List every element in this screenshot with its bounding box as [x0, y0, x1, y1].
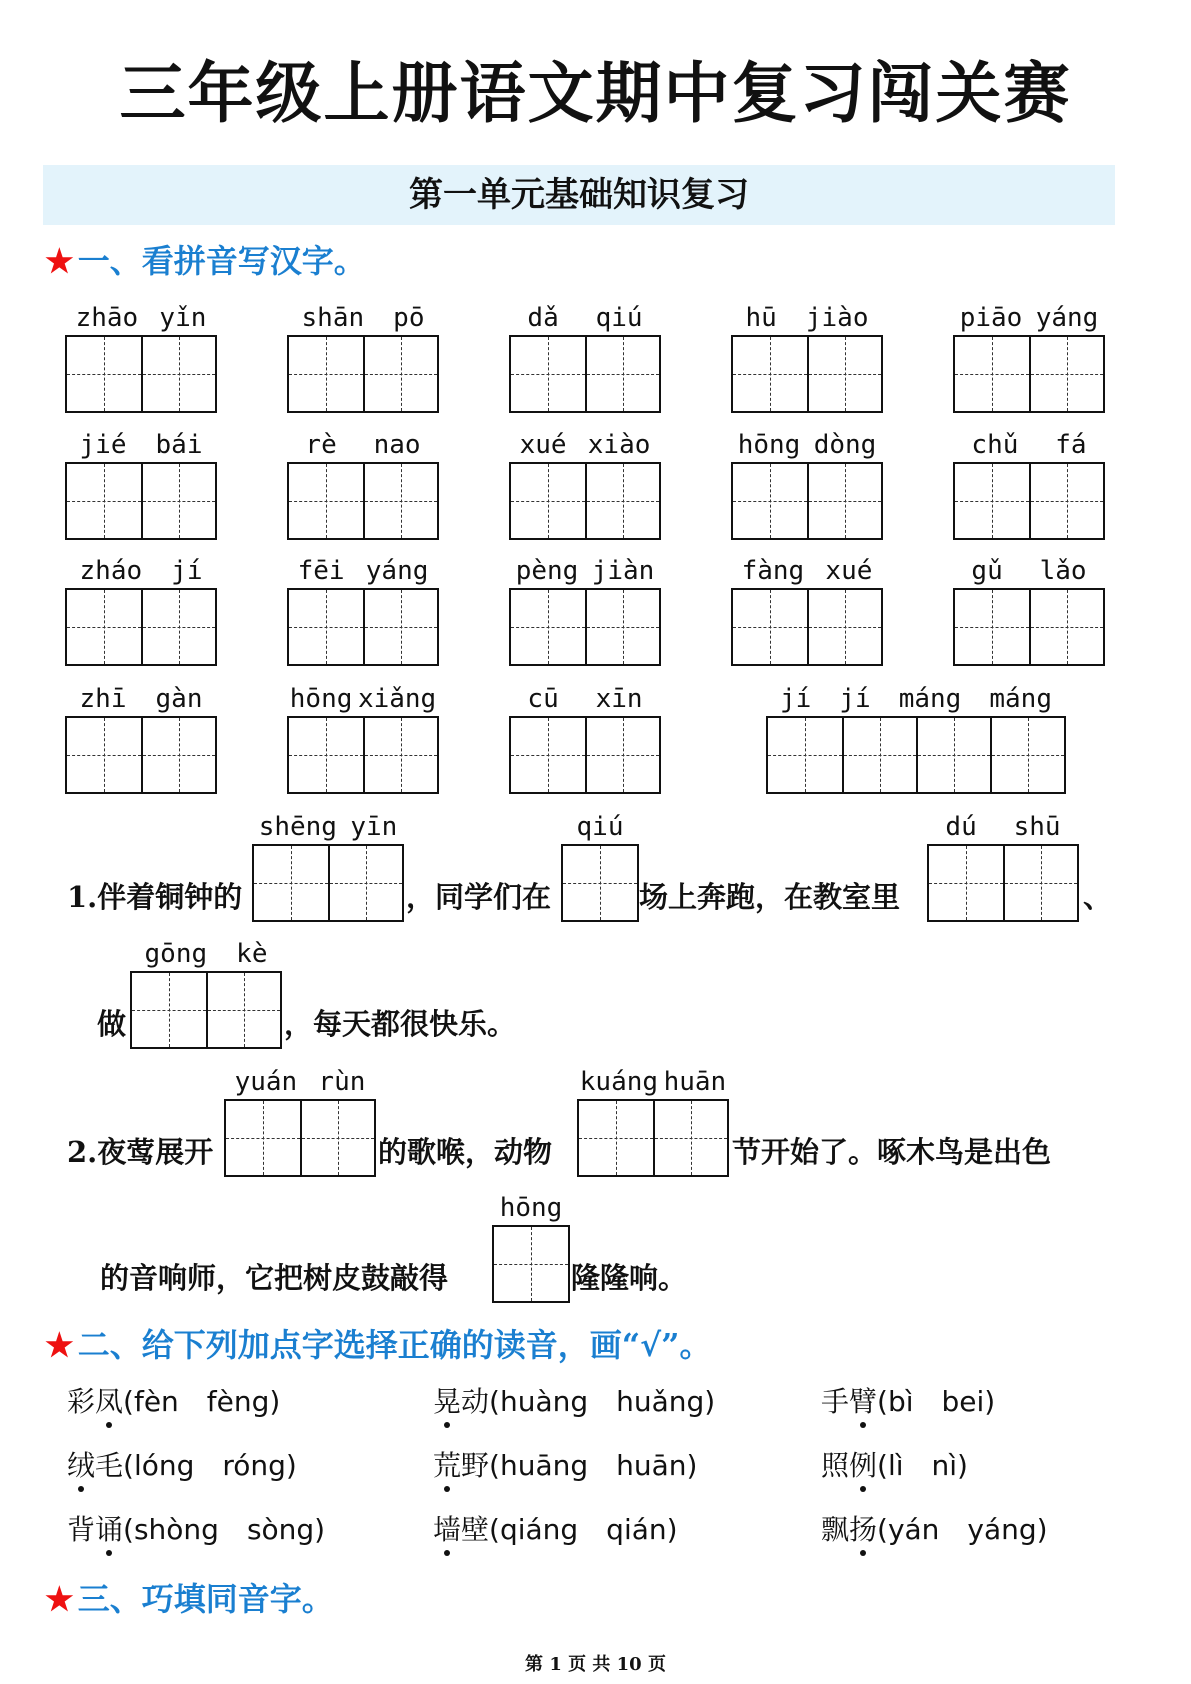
pinyin-label: máng	[989, 684, 1052, 714]
pinyin-label: bái	[155, 430, 203, 460]
pinyin-writing-group	[509, 428, 661, 540]
writing-cell[interactable]	[511, 464, 585, 538]
pinyin-label: qiú	[595, 303, 643, 333]
pinyin-label: hōng	[289, 684, 353, 714]
tian-zi-ge-boxes	[953, 588, 1105, 666]
writing-cell[interactable]	[807, 464, 881, 538]
pinyin-writing-group	[953, 554, 1105, 666]
pinyin-row	[287, 428, 439, 462]
writing-cell[interactable]	[733, 337, 807, 411]
pinyin-writing-group	[65, 554, 217, 666]
pinyin-label: gǔ	[971, 556, 1003, 586]
pinyin-label: jí	[780, 684, 812, 714]
pinyin-writing-group	[65, 428, 217, 540]
pinyin-label: gàn	[155, 684, 203, 714]
tian-zi-ge-boxes	[224, 1099, 376, 1177]
pinyin-label: zháo	[79, 556, 143, 586]
pinyin-writing-group	[65, 682, 217, 794]
writing-cell[interactable]	[328, 846, 402, 920]
pinyin-label: dòng	[813, 430, 877, 460]
reading-choice-item	[821, 1380, 995, 1420]
tian-zi-ge-boxes	[561, 844, 639, 922]
pinyin-writing-group	[287, 428, 439, 540]
star-icon: ★	[45, 1580, 74, 1618]
pinyin-label: nao	[373, 430, 421, 460]
pinyin-writing-group	[731, 554, 883, 666]
tian-zi-ge-boxes	[577, 1099, 729, 1177]
pinyin-writing-group	[577, 1065, 729, 1177]
pinyin-writing-group	[492, 1191, 570, 1303]
writing-cell[interactable]	[1029, 337, 1103, 411]
pinyin-label: lǎo	[1039, 556, 1087, 586]
writing-cell[interactable]	[585, 718, 659, 792]
section-2-heading-text: 二、给下列加点字选择正确的读音，画“√”。	[77, 1326, 712, 1364]
tian-zi-ge-boxes	[65, 716, 217, 794]
pinyin-row	[65, 301, 217, 335]
sentence-text: ，同学们在	[406, 880, 552, 914]
dotted-character: 绒	[67, 1444, 95, 1484]
pinyin-row	[927, 810, 1079, 844]
pinyin-options[interactable]: (yán yáng)	[877, 1513, 1048, 1546]
pinyin-label: xué	[519, 430, 567, 460]
unit-banner: 第一单元基础知识复习	[43, 165, 1115, 225]
section-3-heading	[45, 1574, 334, 1620]
pinyin-label: fá	[1055, 430, 1087, 460]
pinyin-row	[953, 301, 1105, 335]
tian-zi-ge-boxes	[509, 462, 661, 540]
pinyin-label: shān	[301, 303, 365, 333]
writing-cell[interactable]	[511, 590, 585, 664]
pinyin-row	[224, 1065, 376, 1099]
pinyin-row	[65, 682, 217, 716]
pinyin-label: pèng	[515, 556, 579, 586]
sentence-text: 的歌喉，动物	[378, 1135, 553, 1169]
pinyin-label: shēng	[258, 812, 337, 842]
writing-cell[interactable]	[955, 337, 1029, 411]
pinyin-row	[561, 810, 639, 844]
star-icon: ★	[45, 242, 74, 280]
writing-cell[interactable]	[955, 464, 1029, 538]
tian-zi-ge-boxes	[492, 1225, 570, 1303]
pinyin-row	[731, 554, 883, 588]
tian-zi-ge-boxes	[252, 844, 404, 922]
tian-zi-ge-boxes	[927, 844, 1079, 922]
reading-choice-item	[821, 1508, 1048, 1548]
pinyin-writing-group	[509, 554, 661, 666]
section-1-heading-text: 一、看拼音写汉字。	[77, 242, 366, 280]
pinyin-writing-group	[130, 937, 282, 1049]
writing-cell[interactable]	[67, 718, 141, 792]
pinyin-options[interactable]: (huàng huǎng)	[489, 1385, 716, 1418]
tian-zi-ge-boxes	[731, 335, 883, 413]
pinyin-row	[287, 682, 439, 716]
pinyin-options[interactable]: (lì nì)	[877, 1449, 968, 1482]
reading-choice-item	[433, 1380, 715, 1420]
writing-cell[interactable]	[289, 718, 363, 792]
tian-zi-ge-boxes	[65, 588, 217, 666]
pinyin-options[interactable]: (qiáng qián)	[489, 1513, 678, 1546]
sentence-text: 隆隆响。	[571, 1261, 688, 1295]
writing-cell[interactable]	[585, 337, 659, 411]
pinyin-label: dú	[945, 812, 977, 842]
pinyin-row	[509, 554, 661, 588]
character: 壁	[461, 1513, 490, 1546]
pinyin-label: fēi	[297, 556, 345, 586]
pinyin-label: dǎ	[527, 303, 559, 333]
sentence-text: 做	[97, 1007, 127, 1041]
pinyin-options[interactable]: (huāng huān)	[489, 1449, 698, 1482]
writing-cell[interactable]	[141, 590, 215, 664]
writing-cell[interactable]	[132, 973, 206, 1047]
pinyin-row	[492, 1191, 570, 1225]
pinyin-label: yáng	[365, 556, 429, 586]
pinyin-label: pō	[393, 303, 425, 333]
writing-cell[interactable]	[67, 464, 141, 538]
pinyin-writing-group	[561, 810, 639, 922]
character: 手	[821, 1385, 850, 1418]
pinyin-label: máng	[898, 684, 962, 714]
character: 野	[461, 1449, 490, 1482]
pinyin-label: jiào	[805, 303, 869, 333]
pinyin-label: jí	[171, 556, 203, 586]
pinyin-row	[509, 301, 661, 335]
sentence-text: 场上奔跑，在教室里	[639, 880, 901, 914]
character: 飘	[821, 1513, 850, 1546]
pinyin-writing-group	[287, 682, 439, 794]
writing-cell[interactable]	[733, 590, 807, 664]
writing-cell[interactable]	[141, 337, 215, 411]
pinyin-options[interactable]: (shòng sòng)	[123, 1513, 326, 1546]
pinyin-writing-group	[731, 428, 883, 540]
tian-zi-ge-boxes	[287, 588, 439, 666]
writing-cell[interactable]	[141, 464, 215, 538]
sentence-text: 2.夜莺展开	[67, 1135, 214, 1169]
pinyin-label: rùn	[318, 1067, 366, 1097]
pinyin-label: rè	[305, 430, 337, 460]
writing-cell[interactable]	[289, 337, 363, 411]
tian-zi-ge-boxes	[731, 588, 883, 666]
pinyin-label: kè	[236, 939, 268, 969]
pinyin-writing-group	[287, 554, 439, 666]
sentence-text: ，每天都很快乐。	[284, 1007, 517, 1041]
writing-cell[interactable]	[585, 464, 659, 538]
section-1-heading	[45, 236, 366, 282]
writing-cell[interactable]	[768, 718, 842, 792]
writing-cell[interactable]	[929, 846, 1003, 920]
pinyin-row	[953, 428, 1105, 462]
pinyin-label: kuáng	[579, 1067, 659, 1097]
pinyin-row	[130, 937, 282, 971]
page-footer: 第 1 页 共 10 页	[525, 1654, 666, 1675]
pinyin-label: cū	[527, 684, 559, 714]
pinyin-row	[731, 301, 883, 335]
tian-zi-ge-boxes	[953, 335, 1105, 413]
pinyin-label: hōng	[499, 1193, 563, 1223]
pinyin-writing-group	[252, 810, 404, 922]
reading-choice-item	[67, 1508, 325, 1548]
character: 毛	[95, 1449, 124, 1482]
writing-cell[interactable]	[1003, 846, 1077, 920]
pinyin-row	[509, 428, 661, 462]
pinyin-label: hū	[745, 303, 777, 333]
pinyin-writing-group	[287, 301, 439, 413]
pinyin-label: zhāo	[75, 303, 139, 333]
tian-zi-ge-boxes	[509, 716, 661, 794]
pinyin-row	[953, 554, 1105, 588]
pinyin-row	[65, 428, 217, 462]
pinyin-writing-group	[224, 1065, 376, 1177]
character: 背	[67, 1513, 96, 1546]
dotted-character: 诵	[95, 1508, 123, 1548]
writing-cell[interactable]	[807, 337, 881, 411]
writing-cell[interactable]	[67, 590, 141, 664]
pinyin-label: xīn	[595, 684, 643, 714]
tian-zi-ge-boxes	[130, 971, 282, 1049]
pinyin-label: jié	[79, 430, 127, 460]
writing-cell[interactable]	[563, 846, 637, 920]
pinyin-label: xiào	[587, 430, 651, 460]
pinyin-options[interactable]: (lóng róng)	[123, 1449, 297, 1482]
character: 彩	[67, 1385, 96, 1418]
writing-cell[interactable]	[289, 590, 363, 664]
pinyin-label: chǔ	[971, 430, 1019, 460]
pinyin-row	[731, 428, 883, 462]
pinyin-writing-group	[731, 301, 883, 413]
pinyin-label: jiàn	[591, 556, 655, 586]
pinyin-row	[287, 301, 439, 335]
tian-zi-ge-boxes	[65, 462, 217, 540]
dotted-character: 例	[849, 1444, 877, 1484]
pinyin-row	[577, 1065, 729, 1099]
pinyin-options[interactable]: (bì bei)	[877, 1385, 996, 1418]
writing-cell[interactable]	[653, 1101, 727, 1175]
writing-cell[interactable]	[807, 590, 881, 664]
writing-cell[interactable]	[300, 1101, 374, 1175]
section-2-heading	[45, 1320, 712, 1366]
writing-cell[interactable]	[842, 718, 916, 792]
dotted-character: 凤	[95, 1380, 123, 1420]
dotted-character: 荒	[433, 1444, 461, 1484]
writing-cell[interactable]	[585, 590, 659, 664]
pinyin-options[interactable]: (fèn fèng)	[123, 1385, 281, 1418]
writing-cell[interactable]	[511, 337, 585, 411]
writing-cell[interactable]	[494, 1227, 568, 1301]
pinyin-label: yǐn	[159, 303, 207, 333]
character: 动	[461, 1385, 490, 1418]
reading-choice-item	[821, 1444, 968, 1484]
pinyin-label: shū	[1013, 812, 1061, 842]
writing-cell[interactable]	[141, 718, 215, 792]
writing-cell[interactable]	[955, 590, 1029, 664]
pinyin-writing-group	[65, 301, 217, 413]
page-title: 三年级上册语文期中复习闯关赛	[119, 55, 1072, 132]
pinyin-label: huān	[663, 1067, 727, 1097]
tian-zi-ge-boxes	[953, 462, 1105, 540]
writing-cell[interactable]	[363, 718, 437, 792]
sentence-text: 、	[1083, 880, 1113, 914]
dotted-character: 晃	[433, 1380, 461, 1420]
pinyin-writing-group	[927, 810, 1079, 922]
pinyin-writing-group	[953, 301, 1105, 413]
pinyin-row	[509, 682, 661, 716]
pinyin-writing-group	[953, 428, 1105, 540]
pinyin-label: gōng	[144, 939, 208, 969]
pinyin-label: qiú	[576, 812, 624, 842]
pinyin-label: piāo	[959, 303, 1023, 333]
dotted-character: 臂	[849, 1380, 877, 1420]
pinyin-row	[287, 554, 439, 588]
writing-cell[interactable]	[67, 337, 141, 411]
sentence-text: 节开始了。啄木鸟是出色	[732, 1135, 1052, 1169]
tian-zi-ge-boxes	[287, 335, 439, 413]
writing-cell[interactable]	[579, 1101, 653, 1175]
writing-cell[interactable]	[289, 464, 363, 538]
writing-cell[interactable]	[206, 973, 280, 1047]
tian-zi-ge-boxes	[766, 716, 1066, 794]
writing-cell[interactable]	[1029, 464, 1103, 538]
character: 照	[821, 1449, 850, 1482]
tian-zi-ge-boxes	[509, 588, 661, 666]
writing-cell[interactable]	[363, 590, 437, 664]
pinyin-label: zhī	[79, 684, 127, 714]
writing-cell[interactable]	[990, 718, 1064, 792]
writing-cell[interactable]	[254, 846, 328, 920]
tian-zi-ge-boxes	[287, 462, 439, 540]
reading-choice-item	[433, 1508, 678, 1548]
sentence-text: 的音响师，它把树皮鼓敲得	[100, 1261, 449, 1295]
tian-zi-ge-boxes	[731, 462, 883, 540]
section-3-heading-text: 三、巧填同音字。	[77, 1580, 334, 1618]
tian-zi-ge-boxes	[509, 335, 661, 413]
dotted-character: 墙	[433, 1508, 461, 1548]
writing-cell[interactable]	[916, 718, 990, 792]
writing-cell[interactable]	[511, 718, 585, 792]
pinyin-label: yáng	[1035, 303, 1099, 333]
writing-cell[interactable]	[363, 337, 437, 411]
sentence-text: 1.伴着铜钟的	[67, 880, 243, 914]
dotted-character: 扬	[849, 1508, 877, 1548]
pinyin-writing-group	[509, 682, 661, 794]
reading-choice-item	[67, 1444, 297, 1484]
pinyin-writing-group	[509, 301, 661, 413]
pinyin-row	[65, 554, 217, 588]
pinyin-label: yuán	[234, 1067, 298, 1097]
pinyin-writing-group	[766, 682, 1066, 794]
tian-zi-ge-boxes	[65, 335, 217, 413]
writing-cell[interactable]	[363, 464, 437, 538]
pinyin-label: hōng	[737, 430, 801, 460]
pinyin-row	[252, 810, 404, 844]
writing-cell[interactable]	[226, 1101, 300, 1175]
pinyin-label: yīn	[350, 812, 398, 842]
reading-choice-item	[433, 1444, 697, 1484]
tian-zi-ge-boxes	[287, 716, 439, 794]
pinyin-label: xiǎng	[357, 684, 437, 714]
pinyin-label: xué	[825, 556, 873, 586]
reading-choice-item	[67, 1380, 280, 1420]
pinyin-label: fàng	[741, 556, 805, 586]
star-icon: ★	[45, 1326, 74, 1364]
writing-cell[interactable]	[1029, 590, 1103, 664]
pinyin-label: jí	[839, 684, 871, 714]
pinyin-row	[766, 682, 1066, 716]
writing-cell[interactable]	[733, 464, 807, 538]
